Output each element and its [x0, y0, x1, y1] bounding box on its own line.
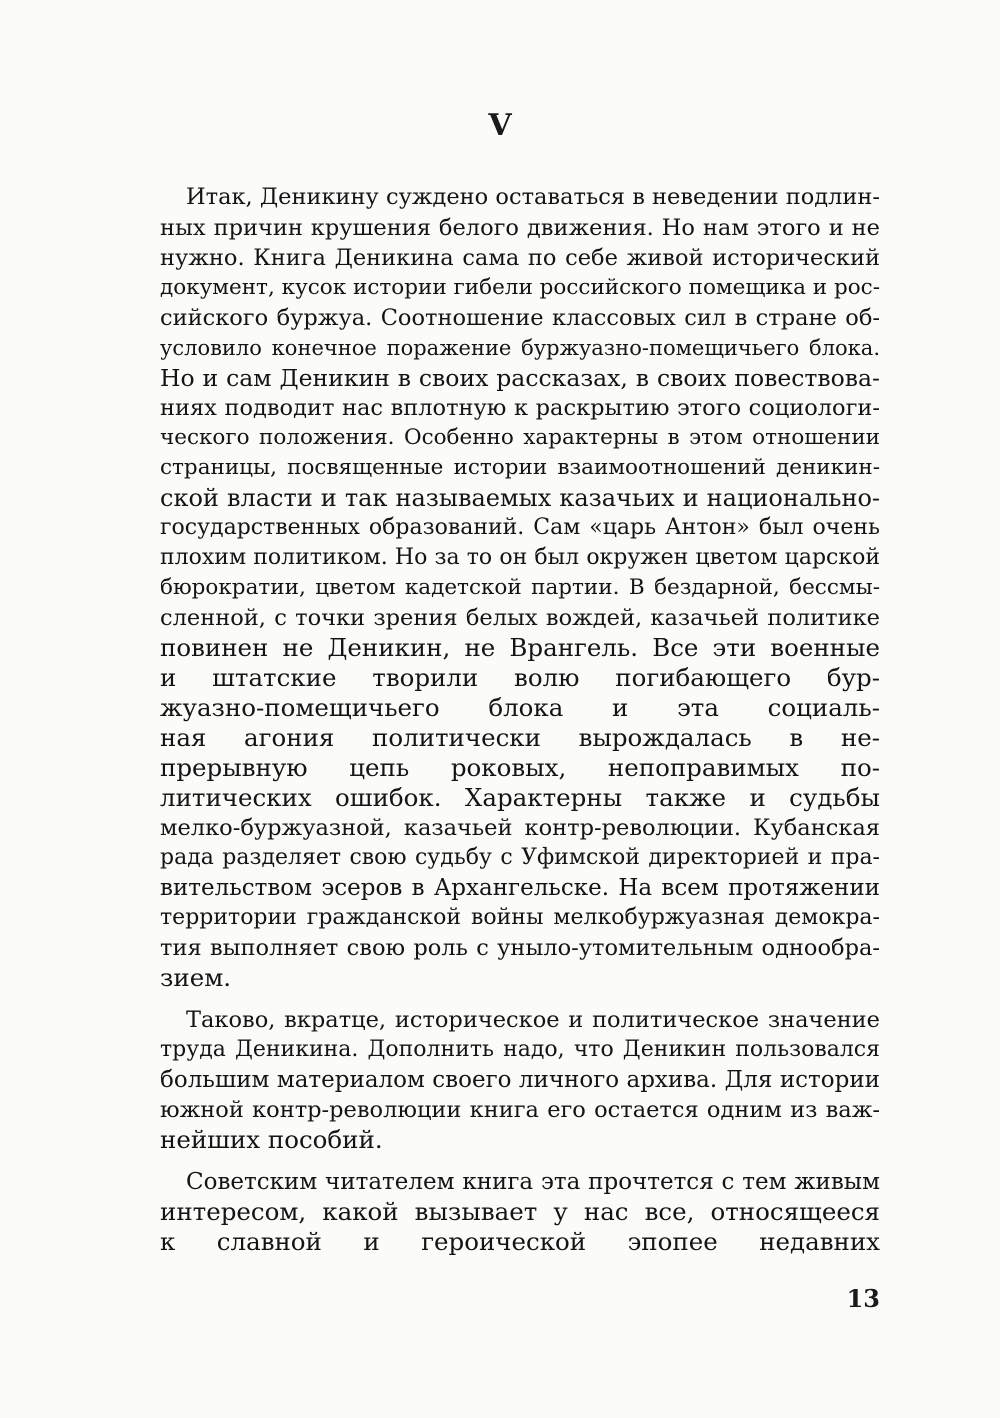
text-line: большим материалом своего личного архива. Для истории — [160, 1067, 880, 1093]
text-line: Итак, Деникину суждено оставаться в неведении подлин- — [186, 184, 880, 210]
section-heading: V — [488, 108, 512, 143]
text-line: прерывную цепь роковых, непоправимых по- — [160, 753, 880, 782]
text-line: нужно. Книга Деникина сама по себе живой исторический — [160, 245, 880, 271]
page-number: 13 — [846, 1284, 880, 1313]
text-line: ниях подводит нас вплотную к раскрытию этого социологи- — [160, 395, 880, 421]
text-line: нейших пособий. — [160, 1125, 383, 1154]
text-line: территории гражданской войны мелкобуржуазная демокра- — [160, 905, 880, 930]
text-line: условило конечное поражение буржуазно-помещичьего блока. — [160, 336, 880, 360]
text-line: Таково, вкратце, историческое и политическое значение — [186, 1007, 880, 1033]
text-line: литических ошибок. Характерны также и судьбы — [160, 783, 880, 812]
text-line: тия выполняет свою роль с унылo-утомительным однообра- — [160, 935, 880, 961]
text-line: зием. — [160, 963, 232, 992]
text-line: интересом, какой вызывает у нас все, относящееся — [160, 1197, 880, 1226]
text-line: и штатские творили волю погибающего бур- — [160, 663, 880, 692]
text-line: Советским читателем книга эта прочтется с тем живым — [186, 1169, 880, 1195]
text-line: ской власти и так называемых казачьих и национально- — [160, 484, 880, 512]
text-line: труда Деникина. Дополнить надо, что Деникин пользовался — [160, 1037, 880, 1062]
text-line: мелко-буржуазной, казачьей контр-революции. Кубанская — [160, 815, 880, 841]
text-line: бюрократии, цветом кадетской партии. В бездарной, бессмы- — [160, 575, 880, 600]
text-line: плохим политиком. Но за то он был окружен цветом царской — [160, 545, 880, 570]
text-line: сийского буржуа. Соотношение классовых сил в стране об- — [160, 305, 880, 331]
text-line: южной контр-революции книга его остается одним из важ- — [160, 1097, 880, 1123]
text-line: вительством эсеров в Архангельске. На всем протяжении — [160, 875, 880, 901]
text-line: ческого положения. Особенно характерны в этом отношении — [160, 425, 880, 450]
text-line: Но и сам Деникин в своих рассказах, в своих повествова- — [160, 364, 880, 392]
text-line: рада разделяет свою судьбу с Уфимской директорией и пра- — [160, 845, 880, 870]
text-line: повинен не Деникин, не Врангель. Все эти военные — [160, 633, 880, 662]
text-line: государственных образований. Сам «царь Антон» был очень — [160, 515, 880, 540]
text-line: ная агония политически вырождалась в не- — [160, 723, 880, 752]
text-line: жуазно-помещичьего блока и эта социаль- — [160, 693, 880, 722]
text-line: к славной и героической эпопее недавних — [160, 1227, 880, 1256]
text-line: страницы, посвященные истории взаимоотношений деникин- — [160, 455, 880, 480]
text-line: сленной, с точки зрения белых вождей, казачьей политике — [160, 605, 880, 631]
text-line: ных причин крушения белого движения. Но нам этого и не — [160, 215, 880, 241]
text-line: документ, кусок истории гибели российского помещика и рос- — [160, 275, 880, 300]
